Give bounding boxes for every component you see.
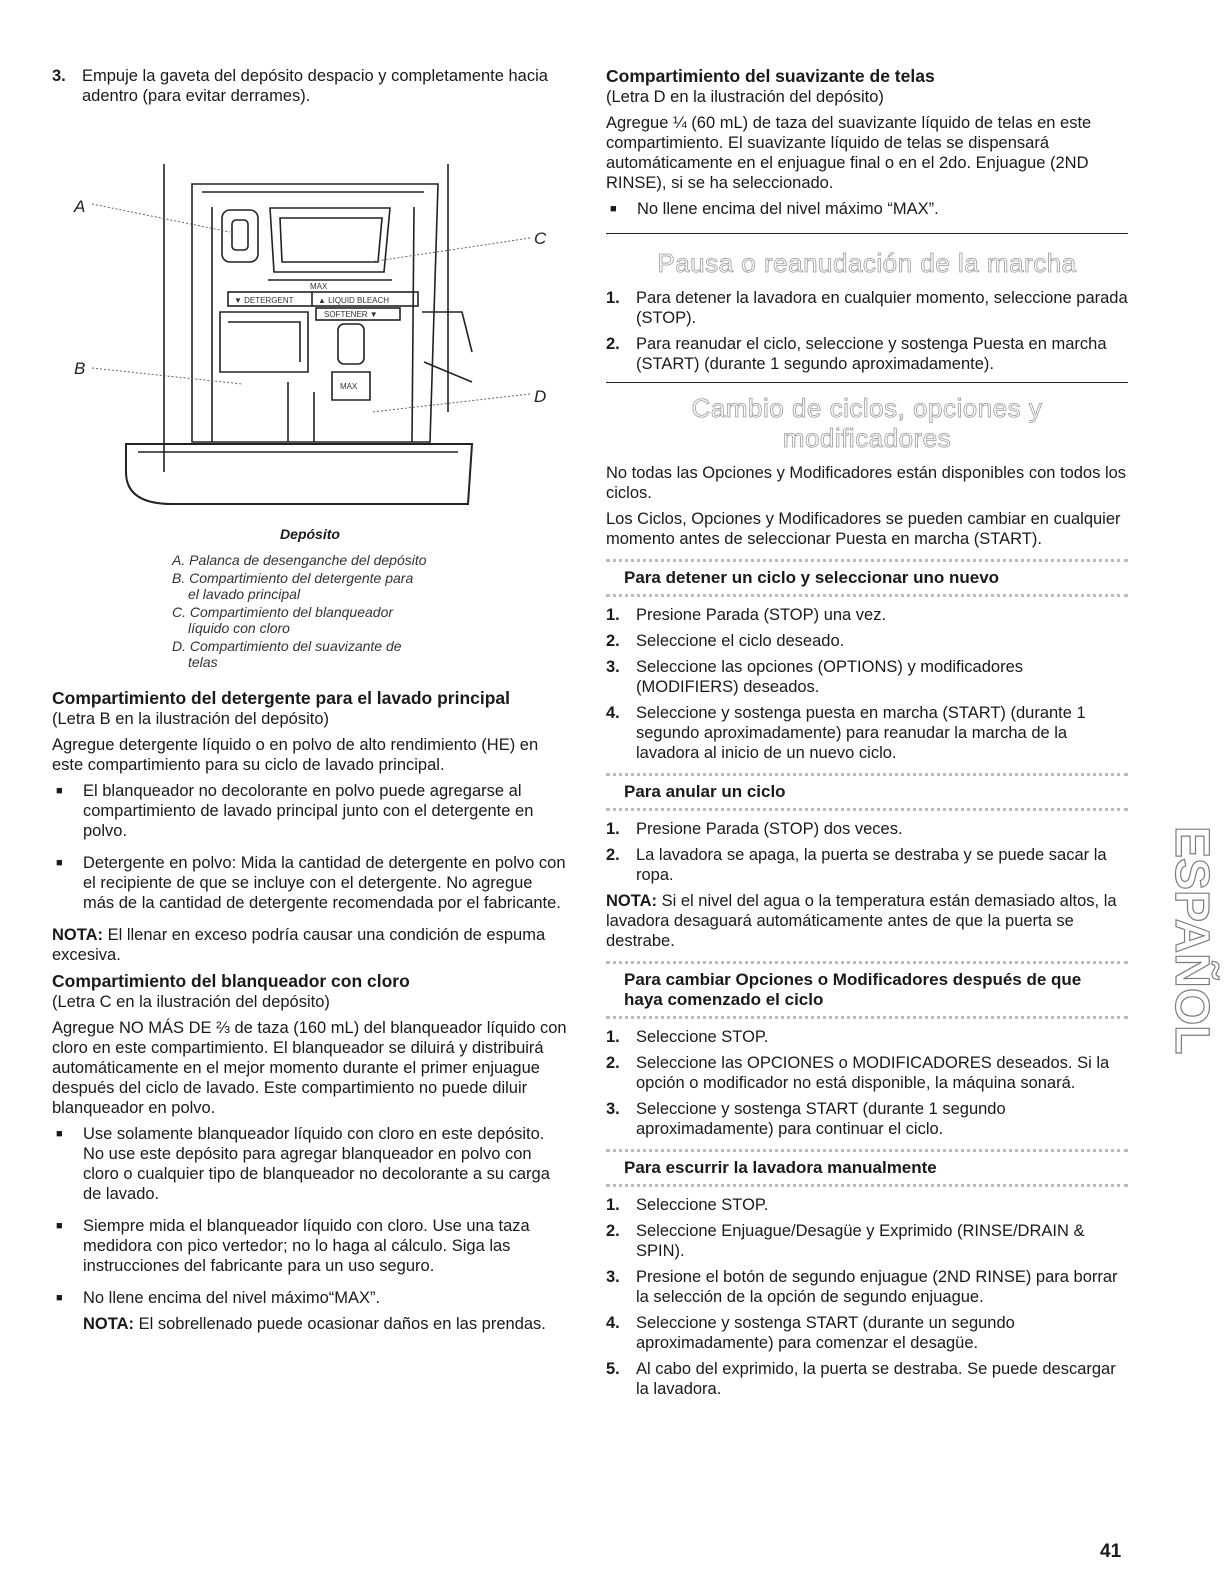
list-item: 2. Seleccione el ciclo deseado. <box>606 632 845 650</box>
detergent-note: NOTA: El llenar en exceso podría causar una condición de espuma excesiva. <box>52 926 546 964</box>
list-item: 1. Para detener la lavadora en cualquier momento, seleccione parada (STOP). <box>606 289 1128 327</box>
legend-item: A. Palanca de desenganche del depósito <box>172 552 427 568</box>
legend-item: B. Compartimiento del detergente para el lavado principal <box>172 570 414 602</box>
change-para-2: Los Ciclos, Opciones y Modificadores se pueden cambiar en cualquier momento antes de seleccionar Puesta en marcha (START). <box>606 510 1121 548</box>
list-item: 3. Presione el botón de segundo enjuague (2ND RINSE) para borrar la selección de la opción de segundo enjuague. <box>606 1268 1118 1306</box>
language-side-tab <box>1154 820 1224 1060</box>
list-item: 2. Seleccione las OPCIONES o MODIFICADORES deseados. Si la opción o modificador no está disponible, la máquina sonará. <box>606 1054 1110 1092</box>
list-item: ■ Use solamente blanqueador líquido con cloro en este depósito. No use este depósito para agregar blanqueador en polvo con cloro o cualquier tipo de blanqueador no decolorante a su carga de lavado. <box>56 1125 550 1203</box>
figure-legend <box>172 552 568 670</box>
stop-new-subhead: Para detener un ciclo y seleccionar uno nuevo <box>606 559 1128 597</box>
list-item: 1. Seleccione STOP. <box>606 1028 769 1046</box>
detergent-heading: Compartimiento del detergente para el lavado principal <box>52 688 511 708</box>
pause-title: Pausa o reanudación de la marcha <box>657 248 1077 278</box>
list-item: 3. Seleccione y sostenga START (durante 1 segundo aproximadamente) para continuar el ciclo. <box>606 1100 1006 1138</box>
list-item: 2. La lavadora se apaga, la puerta se destraba y se puede sacar la ropa. <box>606 846 1107 884</box>
divider <box>606 382 1128 383</box>
figure-title: Depósito <box>280 526 340 542</box>
softener-label: SOFTENER ▼ <box>324 310 378 319</box>
softener-para: Agregue ¼ (60 mL) de taza del suavizante líquido de telas en este compartimiento. El suavizante líquido de telas se dispensará automáticamente en el enjuague final o en el 2do. Enjuague (2ND RINSE), si se ha seleccionado. <box>606 114 1092 192</box>
list-item: ■ El blanqueador no decolorante en polvo puede agregarse al compartimiento de lavado principal junto con el detergente en polvo. <box>56 782 534 840</box>
list-item: 2. Para reanudar el ciclo, seleccione y sostenga Puesta en marcha (START) (durante 1 segundo aproximadamente). <box>606 335 1107 373</box>
callout-a: A <box>74 197 86 216</box>
change-after-subhead: Para cambiar Opciones o Modificadores después de que haya comenzado el ciclo <box>606 961 1128 1019</box>
list-item: 2. Seleccione Enjuague/Desagüe y Exprimido (RINSE/DRAIN & SPIN). <box>606 1222 1085 1260</box>
list-item: ■ No llene encima del nivel máximo “MAX”. <box>610 200 939 218</box>
change-title: Cambio de ciclos, opciones y modificadores <box>691 393 1043 453</box>
list-item: 3. Seleccione las opciones (OPTIONS) y modificadores (MODIFIERS) deseados. <box>606 658 1023 696</box>
callout-c: C <box>534 229 547 248</box>
step-text: Empuje la gaveta del depósito despacio y completamente hacia adentro (para evitar derrames). <box>82 67 548 105</box>
callout-d: D <box>534 387 547 406</box>
list-item: 4. Seleccione y sostenga puesta en marcha (START) (durante 1 segundo aproximadamente) para reanudar la marcha de la lavadora al inicio de un nuevo ciclo. <box>606 704 1086 762</box>
max-label: MAX <box>310 282 328 291</box>
drain-subhead: Para escurrir la lavadora manualmente <box>606 1149 1128 1187</box>
list-item: ■ Siempre mida el blanqueador líquido con cloro. Use una taza medidora con pico vertedor; no lo haga al cálculo. Siga las instrucciones del fabricante para un uso seguro. <box>56 1217 530 1275</box>
bleach-heading: Compartimiento del blanqueador con cloro <box>52 971 410 991</box>
callout-b: B <box>74 359 86 378</box>
liquid-bleach-label: ▲ LIQUID BLEACH <box>318 296 390 305</box>
list-item: 1. Presione Parada (STOP) dos veces. <box>606 820 903 838</box>
step-3 <box>52 66 568 106</box>
softener-sub: (Letra D en la ilustración del depósito) <box>606 88 884 106</box>
cancel-subhead: Para anular un ciclo <box>606 773 1128 811</box>
change-para-1: No todas las Opciones y Modificadores están disponibles con todos los ciclos. <box>606 464 1127 502</box>
step-number: 3. <box>52 67 66 85</box>
max-small-label: MAX <box>340 382 358 391</box>
side-tab-label: ESPAÑOL <box>1165 826 1218 1055</box>
softener-heading: Compartimiento del suavizante de telas <box>606 66 935 86</box>
left-column <box>52 66 568 1340</box>
detergent-para: Agregue detergente líquido o en polvo de alto rendimiento (HE) en este compartimiento para su ciclo de lavado principal. <box>52 736 539 774</box>
cancel-note: NOTA: Si el nivel del agua o la temperatura están demasiado altos, la lavadora desaguará automáticamente antes de que la puerta se destrabe. <box>606 892 1117 950</box>
right-column <box>606 66 1128 1405</box>
list-item: 1. Seleccione STOP. <box>606 1196 769 1214</box>
bleach-sub: (Letra C en la ilustración del depósito) <box>52 993 330 1011</box>
dispenser-illustration <box>52 112 568 512</box>
divider <box>606 233 1128 234</box>
list-item: 5. Al cabo del exprimido, la puerta se destraba. Se puede descargar la lavadora. <box>606 1360 1116 1398</box>
bleach-para: Agregue NO MÁS DE ⅔ de taza (160 mL) del blanqueador líquido con cloro en este compartimiento. El blanqueador se diluirá y distribuirá automáticamente en el mejor momento durante el primer enjuague después del ciclo de lavado. Este compartimiento no puede diluir blanqueador en polvo. <box>52 1019 567 1117</box>
legend-item: D. Compartimiento del suavizante de telas <box>172 638 402 670</box>
legend-item: C. Compartimiento del blanqueador líquido con cloro <box>172 604 394 636</box>
dispenser-figure <box>52 112 568 512</box>
detergent-sub: (Letra B en la ilustración del depósito) <box>52 710 329 728</box>
list-item: ■ Detergente en polvo: Mida la cantidad de detergente en polvo con el recipiente de que se incluye con el detergente. No agregue más de la cantidad de detergente recomendada por el fabricante. <box>56 854 566 912</box>
page-number: 41 <box>1100 1541 1122 1562</box>
list-item: 4. Seleccione y sostenga START (durante un segundo aproximadamente) para comenzar el desagüe. <box>606 1314 1015 1352</box>
bleach-note: NOTA: El sobrellenado puede ocasionar daños en las prendas. <box>83 1315 546 1333</box>
detergent-label: ▼ DETERGENT <box>234 296 294 305</box>
list-item: ■ No llene encima del nivel máximo“MAX”. <box>56 1289 381 1307</box>
list-item: 1. Presione Parada (STOP) una vez. <box>606 606 887 624</box>
